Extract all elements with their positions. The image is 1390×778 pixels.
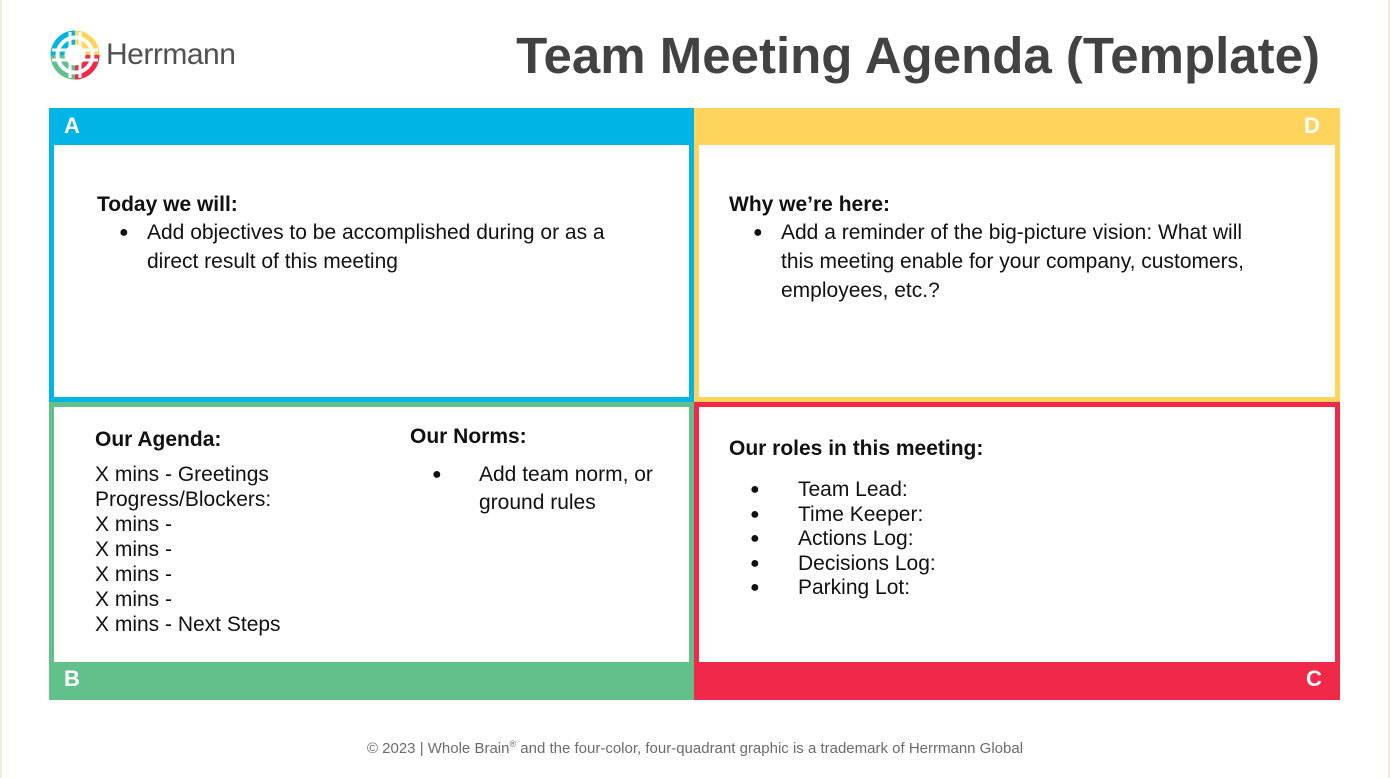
herrmann-logo	[48, 28, 235, 82]
our-agenda-heading: Our Agenda:	[95, 428, 222, 451]
list-item: ● Add objectives to be accomplished during or as a direct result of this meeting	[119, 218, 639, 276]
quadrant-d-letter: D	[1304, 113, 1320, 138]
bullet-icon: ●	[750, 481, 760, 498]
list-item: X mins - Next Steps	[95, 613, 281, 636]
quadrant-a-letter: A	[64, 113, 80, 138]
list-item: ● Time Keeper:	[750, 502, 924, 526]
list-item: ● Add a reminder of the big-picture vision: What will this meeting enable for your company, customers, employees, etc.?	[753, 218, 1263, 305]
four-quadrant-logo-icon	[48, 28, 102, 82]
bullet-icon: ●	[750, 505, 760, 523]
bullet-icon: ●	[753, 224, 763, 241]
list-item: Progress/Blockers:	[95, 488, 272, 511]
list-item: ● Team Lead:	[750, 478, 908, 501]
agenda-list	[95, 462, 281, 637]
why-were-here-heading: Why we’re here:	[729, 193, 891, 216]
quadrant-c-letter: C	[1306, 666, 1322, 691]
roles-list	[750, 478, 936, 601]
our-roles-heading: Our roles in this meeting:	[729, 437, 984, 460]
list-item: X mins -	[95, 563, 173, 586]
bullet-icon: ●	[119, 224, 129, 241]
list-item: X mins -	[95, 538, 173, 561]
list-item: X mins - Greetings	[95, 463, 269, 486]
list-item: ● Decisions Log:	[750, 551, 936, 575]
vision-list	[753, 218, 1263, 305]
bullet-icon: ●	[750, 554, 760, 572]
list-item: ● Parking Lot:	[750, 576, 911, 599]
list-item: X mins -	[95, 513, 173, 536]
objectives-list	[119, 218, 639, 276]
copyright-footer: © 2023 | Whole Brain® and the four-color, four-quadrant graphic is a trademark of Herrmann Global	[366, 739, 1024, 757]
bullet-icon: ●	[750, 579, 760, 596]
page-title: Team Meeting Agenda (Template)	[516, 27, 1320, 84]
list-item: X mins -	[95, 588, 173, 611]
quadrant-b-letter: B	[64, 666, 80, 691]
bullet-icon: ●	[750, 530, 760, 547]
bullet-icon: ●	[432, 466, 442, 483]
today-we-will-heading: Today we will:	[97, 193, 238, 216]
list-item: ● Add team norm, or ground rules	[432, 461, 662, 517]
logo-text: Herrmann	[106, 38, 236, 71]
norms-list	[432, 461, 662, 517]
our-norms-heading: Our Norms:	[410, 425, 527, 448]
registered-mark: ®	[509, 739, 517, 749]
list-item: ● Actions Log:	[750, 527, 914, 550]
